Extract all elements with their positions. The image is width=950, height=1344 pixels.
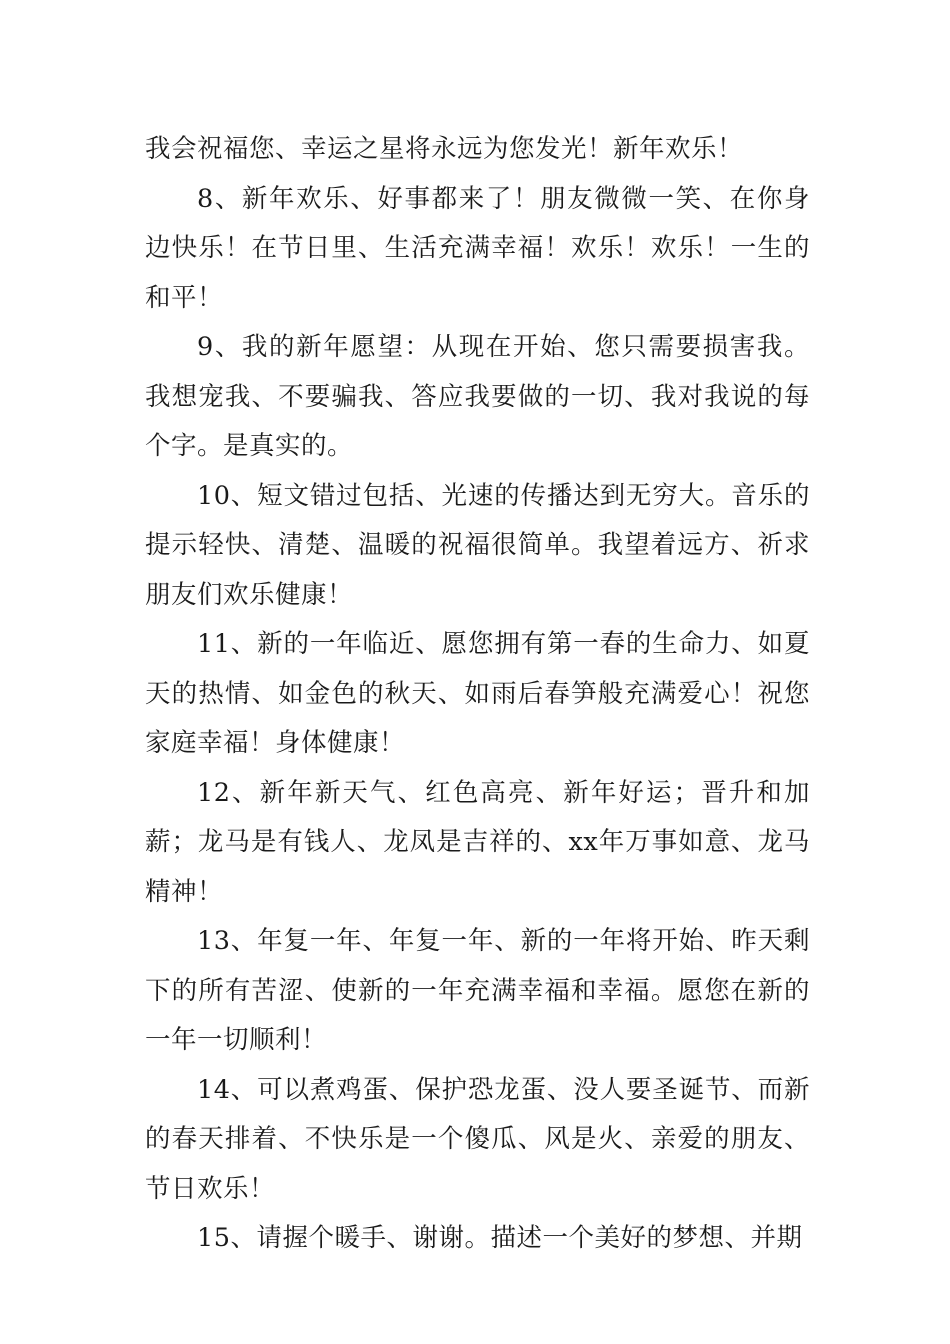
paragraph-continuation: 我会祝福您、幸运之星将永远为您发光！新年欢乐！ <box>145 134 744 164</box>
paragraph-item-14: 14、可以煮鸡蛋、保护恐龙蛋、没人要圣诞节、而新的春天排着、不快乐是一个傻瓜、风是火、亲爱的朋友、节日欢乐！ <box>145 1074 810 1204</box>
paragraph-item-8: 8、新年欢乐、好事都来了！朋友微微一笑、在你身边快乐！在节日里、生活充满幸福！欢乐！欢乐！一生的和平！ <box>145 183 810 313</box>
paragraph-item-12: 12、新年新天气、红色高亮、新年好运；晋升和加薪；龙马是有钱人、龙凤是吉祥的、xx年万事如意、龙马精神！ <box>145 777 810 907</box>
paragraph-item-13: 13、年复一年、年复一年、新的一年将开始、昨天剩下的所有苦涩、使新的一年充满幸福和幸福。愿您在新的一年一切顺利！ <box>145 926 810 1055</box>
document-page <box>145 125 810 1264</box>
paragraph-item-11: 11、新的一年临近、愿您拥有第一春的生命力、如夏天的热情、如金色的秋天、如雨后春笋般充满爱心！祝您家庭幸福！身体健康！ <box>145 629 810 758</box>
paragraph-item-9: 9、我的新年愿望：从现在开始、您只需要损害我。我想宠我、不要骗我、答应我要做的一切、我对我说的每个字。是真实的。 <box>145 332 810 461</box>
paragraph-item-15: 15、请握个暖手、谢谢。描述一个美好的梦想、并期 <box>197 1223 803 1253</box>
paragraph-item-10: 10、短文错过包括、光速的传播达到无穷大。音乐的提示轻快、清楚、温暖的祝福很简单。我望着远方、祈求朋友们欢乐健康！ <box>145 480 810 610</box>
